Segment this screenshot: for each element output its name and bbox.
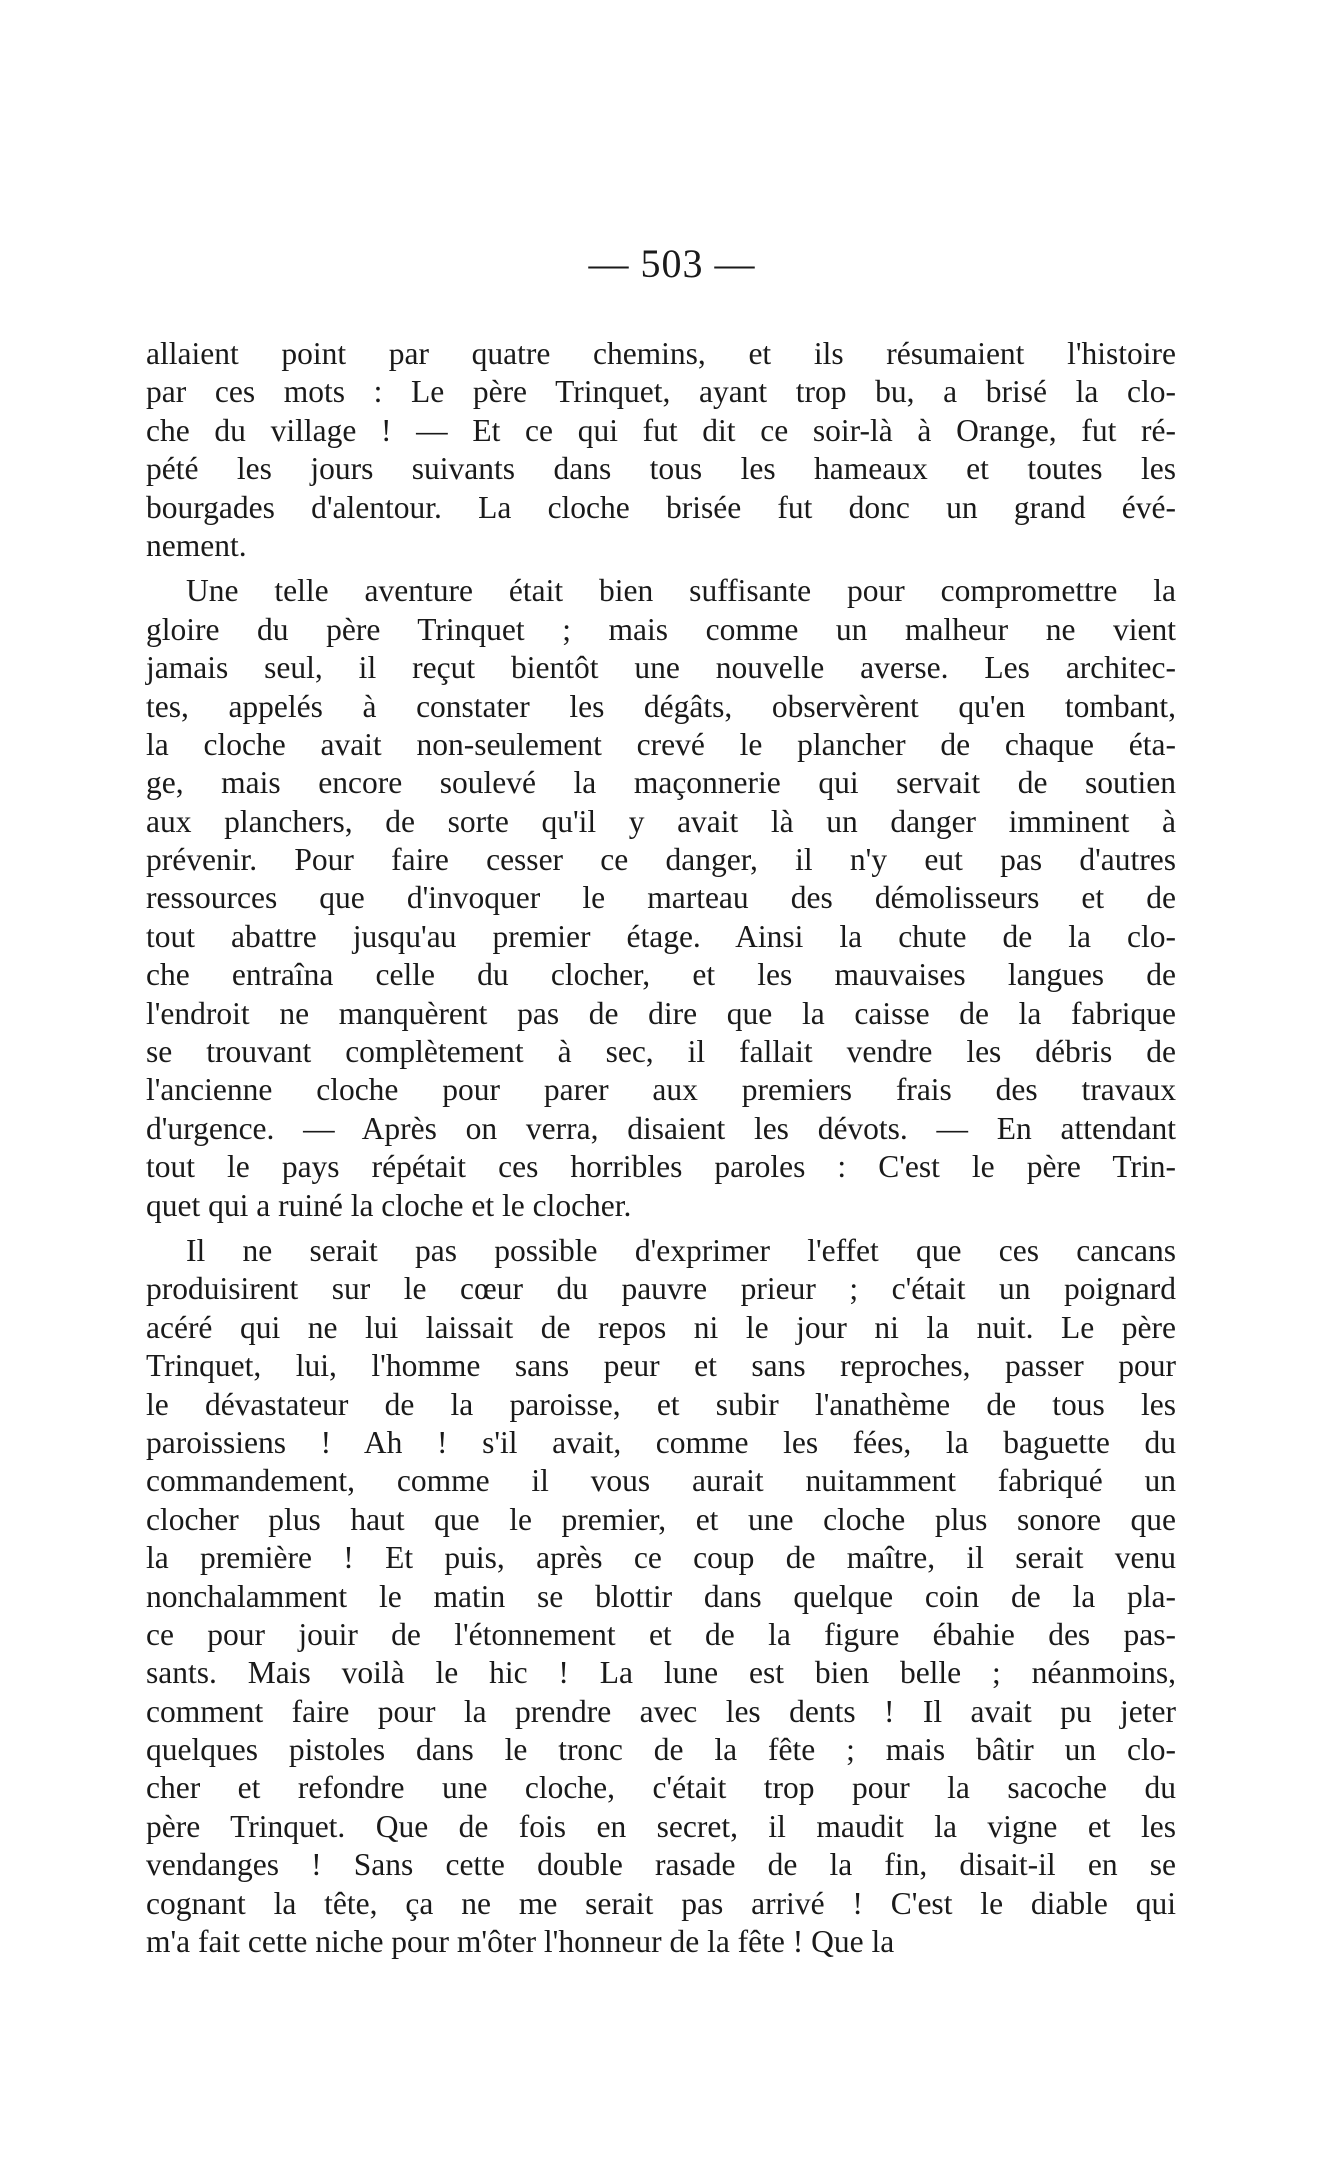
text-line: ge, mais encore soulevé la maçonnerie qui servait de soutien bbox=[146, 765, 1176, 801]
text-line: ressources que d'invoquer le marteau des démolisseurs et de bbox=[146, 880, 1176, 916]
text-line: la première ! Et puis, après ce coup de maître, il serait venu bbox=[146, 1540, 1176, 1576]
text-line: vendanges ! Sans cette double rasade de la fin, disait-il en se bbox=[146, 1847, 1176, 1883]
text-line: paroissiens ! Ah ! s'il avait, comme les fées, la baguette du bbox=[146, 1424, 1176, 1460]
text-line: sants. Mais voilà le hic ! La lune est bien belle ; néanmoins, bbox=[146, 1655, 1176, 1691]
paragraph-1 bbox=[146, 335, 1176, 565]
text-line: clocher plus haut que le premier, et une cloche plus sonore que bbox=[146, 1501, 1176, 1537]
text-line: père Trinquet. Que de fois en secret, il maudit la vigne et les bbox=[146, 1808, 1176, 1844]
text-line: prévenir. Pour faire cesser ce danger, il n'y eut pas d'autres bbox=[146, 842, 1176, 878]
text-line: ce pour jouir de l'étonnement et de la figure ébahie des pas- bbox=[146, 1616, 1176, 1652]
text-line: cognant la tête, ça ne me serait pas arrivé ! C'est le diable qui bbox=[146, 1885, 1176, 1921]
text-line: m'a fait cette niche pour m'ôter l'honneur de la fête ! Que la bbox=[146, 1924, 895, 1960]
text-line: comment faire pour la prendre avec les dents ! Il avait pu jeter bbox=[146, 1693, 1176, 1729]
text-line: nonchalamment le matin se blottir dans quelque coin de la pla- bbox=[146, 1578, 1176, 1614]
text-line: l'endroit ne manquèrent pas de dire que la caisse de la fabrique bbox=[146, 995, 1176, 1031]
text-line: tes, appelés à constater les dégâts, observèrent qu'en tombant, bbox=[146, 688, 1176, 724]
text-line: Une telle aventure était bien suffisante pour compromettre la bbox=[186, 573, 1176, 609]
text-line: produisirent sur le cœur du pauvre prieur ; c'était un poignard bbox=[146, 1271, 1176, 1307]
text-line: Trinquet, lui, l'homme sans peur et sans reproches, passer pour bbox=[146, 1348, 1176, 1384]
text-line: bourgades d'alentour. La cloche brisée fut donc un grand évé- bbox=[146, 489, 1176, 525]
paragraph-gap bbox=[146, 1225, 1176, 1232]
text-line: le dévastateur de la paroisse, et subir l'anathème de tous les bbox=[146, 1386, 1176, 1422]
text-line: pété les jours suivants dans tous les hameaux et toutes les bbox=[146, 451, 1176, 487]
text-line: la cloche avait non-seulement crevé le plancher de chaque éta- bbox=[146, 726, 1176, 762]
text-line: allaient point par quatre chemins, et ils résumaient l'histoire bbox=[146, 336, 1176, 371]
paragraph-3 bbox=[146, 1232, 1176, 1961]
text-line: tout le pays répétait ces horribles paroles : C'est le père Trin- bbox=[146, 1149, 1176, 1185]
text-line: aux planchers, de sorte qu'il y avait là un danger imminent à bbox=[146, 803, 1176, 839]
text-line: Il ne serait pas possible d'exprimer l'effet que ces cancans bbox=[186, 1232, 1176, 1268]
body-text bbox=[146, 335, 1176, 1961]
text-line: se trouvant complètement à sec, il fallait vendre les débris de bbox=[146, 1034, 1176, 1070]
text-line: gloire du père Trinquet ; mais comme un malheur ne vient bbox=[146, 611, 1176, 647]
text-line: acéré qui ne lui laissait de repos ni le jour ni la nuit. Le père bbox=[146, 1309, 1176, 1345]
text-line: d'urgence. — Après on verra, disaient les dévots. — En attendant bbox=[146, 1110, 1176, 1146]
page-number: — 503 — bbox=[588, 241, 756, 286]
text-line: jamais seul, il reçut bientôt une nouvelle averse. Les architec- bbox=[146, 650, 1176, 686]
text-line: quelques pistoles dans le tronc de la fête ; mais bâtir un clo- bbox=[146, 1732, 1176, 1768]
text-line: quet qui a ruiné la cloche et le clocher. bbox=[146, 1187, 632, 1223]
text-line: tout abattre jusqu'au premier étage. Ainsi la chute de la clo- bbox=[146, 918, 1176, 954]
text-line: l'ancienne cloche pour parer aux premiers frais des travaux bbox=[146, 1072, 1176, 1108]
text-line: commandement, comme il vous aurait nuitamment fabriqué un bbox=[146, 1463, 1176, 1499]
text-line: cher et refondre une cloche, c'était trop pour la sacoche du bbox=[146, 1770, 1176, 1806]
text-line: che entraîna celle du clocher, et les mauvaises langues de bbox=[146, 957, 1176, 993]
paragraph-2 bbox=[146, 572, 1176, 1225]
text-line: par ces mots : Le père Trinquet, ayant trop bu, a brisé la clo- bbox=[146, 374, 1176, 410]
text-line: che du village ! — Et ce qui fut dit ce soir-là à Orange, fut ré- bbox=[146, 412, 1176, 448]
text-line: nement. bbox=[146, 527, 247, 563]
paragraph-gap bbox=[146, 565, 1176, 572]
